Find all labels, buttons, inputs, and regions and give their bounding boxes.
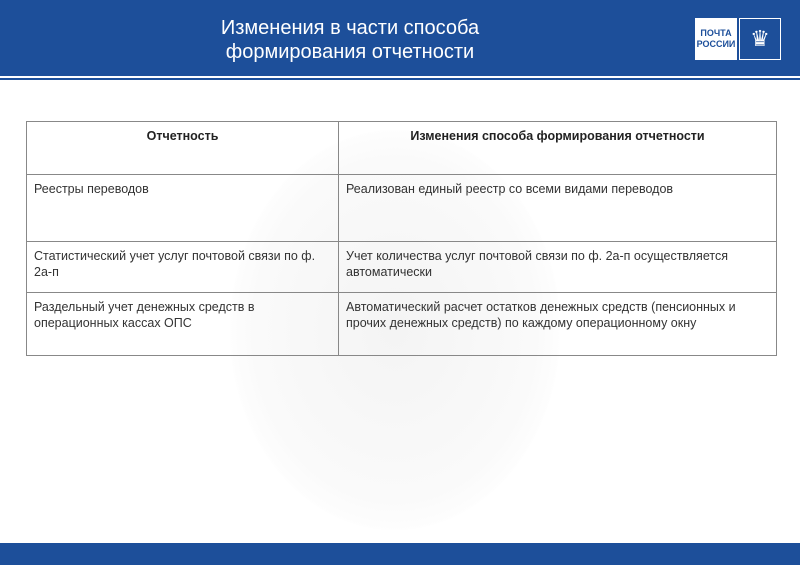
title-line: формирования отчетности — [225, 41, 475, 63]
reporting-table — [26, 121, 777, 356]
logo-line: ПОЧТА — [700, 28, 732, 38]
logo — [695, 18, 781, 60]
column-header: Отчетность — [27, 122, 339, 175]
table-cell: Раздельный учет денежных средств в операционных кассах ОПС — [27, 293, 339, 356]
eagle-icon: ♛ — [739, 18, 781, 60]
column-header: Изменения способа формирования отчетности — [339, 122, 777, 175]
table-cell: Статистический учет услуг почтовой связи по ф. 2а-п — [27, 242, 339, 293]
table-header-row — [27, 122, 777, 175]
footer-band — [0, 543, 800, 565]
logo-text — [695, 18, 737, 60]
header-divider — [0, 78, 800, 80]
table-row — [27, 293, 777, 356]
slide-title — [150, 16, 550, 64]
table-cell: Автоматический расчет остатков денежных средств (пенсионных и прочих денежных средств) по каждому операционному окну — [339, 293, 777, 356]
table-cell: Учет количества услуг почтовой связи по ф. 2а-п осуществляется автоматически — [339, 242, 777, 293]
table-row — [27, 242, 777, 293]
logo-line: РОССИИ — [696, 39, 736, 49]
table-cell: Реализован единый реестр со всеми видами переводов — [339, 175, 777, 242]
table-row — [27, 175, 777, 242]
table-cell: Реестры переводов — [27, 175, 339, 242]
title-line: Изменения в части способа — [220, 17, 480, 39]
